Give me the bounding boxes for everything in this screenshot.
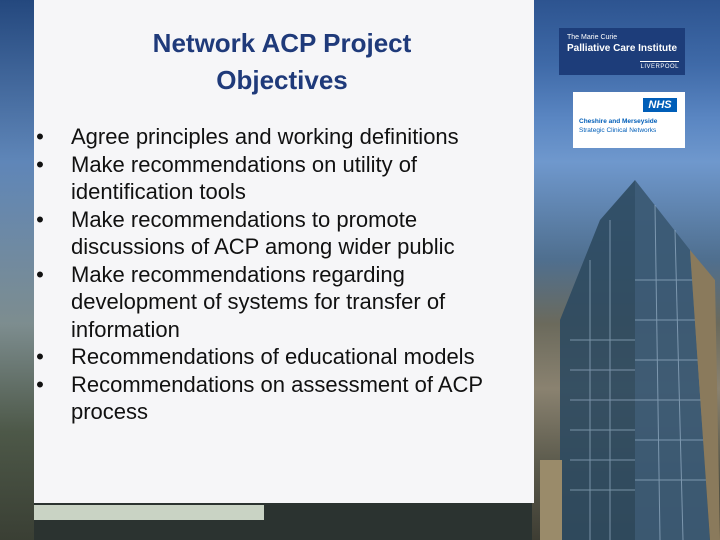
bullet-icon: •	[36, 206, 44, 232]
objectives-list	[30, 123, 535, 426]
list-item-text: Agree principles and working definitions	[71, 124, 459, 149]
list-item-text: Make recommendations on utility of identification tools	[71, 151, 418, 204]
nhs-logo-line-1: Cheshire and Merseyside	[579, 118, 658, 125]
slide-title-line-2: Objectives	[216, 65, 348, 95]
bullet-icon: •	[36, 151, 44, 177]
bottom-accent-bar	[34, 505, 264, 520]
list-item	[30, 123, 535, 151]
list-item-text: Make recommendations to promote discussions of ACP among wider public	[71, 206, 455, 259]
list-item	[30, 371, 535, 426]
marie-curie-logo-line-3: LIVERPOOL	[640, 61, 679, 71]
list-item	[30, 206, 535, 261]
list-item-text: Recommendations on assessment of ACP process	[71, 371, 483, 424]
list-item-text: Make recommendations regarding development of systems for transfer of information	[71, 261, 446, 342]
marie-curie-logo-line-1: The Marie Curie	[567, 34, 618, 41]
list-item	[30, 151, 535, 206]
building-illustration	[540, 160, 720, 540]
list-item	[30, 261, 535, 344]
nhs-badge: NHS	[643, 98, 677, 112]
bullet-icon: •	[36, 124, 44, 149]
list-item-text: Recommendations of educational models	[71, 344, 475, 369]
nhs-logo-line-2: Strategic Clinical Networks	[579, 127, 657, 134]
nhs-logo	[573, 92, 685, 148]
bullet-icon: •	[36, 344, 44, 369]
marie-curie-logo-line-2: Palliative Care Institute	[567, 43, 678, 54]
slide-title	[84, 25, 480, 99]
bullet-icon: •	[36, 371, 44, 397]
list-item	[30, 343, 535, 371]
marie-curie-logo	[559, 28, 685, 75]
background-photo-left-strip	[0, 0, 34, 540]
slide-title-line-1: Network ACP Project	[152, 28, 412, 58]
bullet-icon: •	[36, 261, 44, 287]
